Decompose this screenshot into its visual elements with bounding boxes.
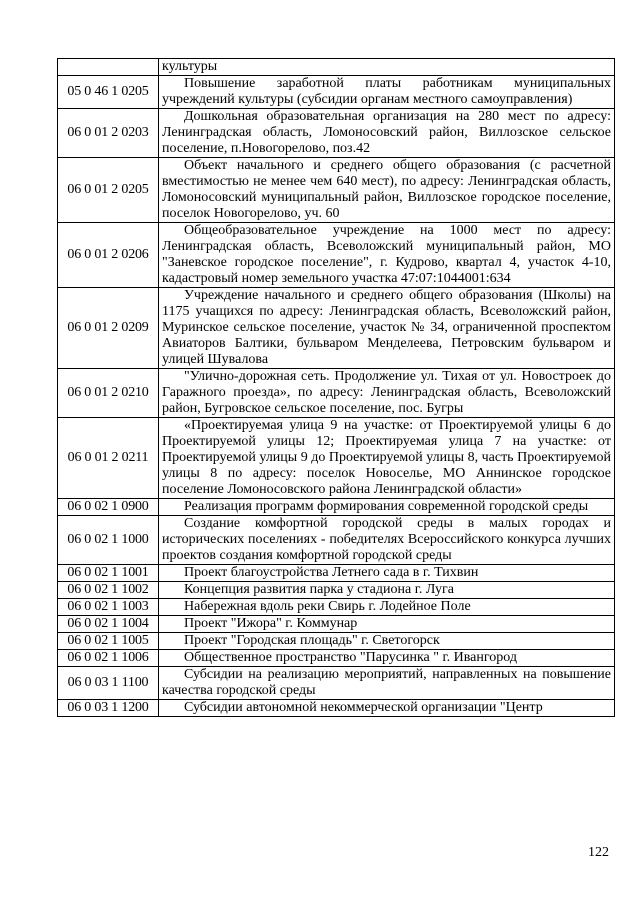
code-cell: 06 0 02 1 1001 bbox=[58, 565, 159, 582]
name-cell bbox=[159, 288, 615, 369]
budget-classification-table bbox=[57, 58, 615, 717]
code-cell: 06 0 02 1 1006 bbox=[58, 650, 159, 667]
code-cell: 06 0 03 1 1100 bbox=[58, 667, 159, 700]
name-text: «Проектируемая улица 9 на участке: от Проектируемой улицы 6 до Проектируемой улицы 12; Проектируемая улица 7 на участке: от Проектируемой улицы 9 до Проектируемой улицы 8, часть Проектируемой улицы 8 по адресу: поселок Новоселье, МО Аннинское городское поселение Ломоносовского района Ленинградской области» bbox=[162, 418, 611, 497]
name-text: Проект "Ижора" г. Коммунар bbox=[184, 616, 358, 631]
name-cell bbox=[159, 565, 615, 582]
name-cell bbox=[159, 223, 615, 288]
table-row bbox=[58, 109, 615, 158]
name-cell bbox=[159, 650, 615, 667]
name-cell bbox=[159, 633, 615, 650]
table-row bbox=[58, 369, 615, 418]
name-text: Проект благоустройства Летнего сада в г. Тихвин bbox=[184, 565, 479, 580]
table-row bbox=[58, 633, 615, 650]
code-cell: 06 0 01 2 0210 bbox=[58, 369, 159, 418]
name-text: Создание комфортной городской среды в малых городах и исторических поселениях - победителях Всероссийского конкурса лучших проектов создания комфортной городской среды bbox=[162, 516, 611, 563]
name-text: Общеобразовательное учреждение на 1000 мест по адресу: Ленинградская область, Всеволожский муниципальный район, МО "Заневское городское поселение", г. Кудрово, квартал 4, участок 4-10, кадастровый номер земельного участка 47:07:1044001:634 bbox=[162, 223, 611, 286]
name-cell bbox=[159, 599, 615, 616]
code-cell: 06 0 01 2 0206 bbox=[58, 223, 159, 288]
table-row bbox=[58, 667, 615, 700]
code-cell: 06 0 01 2 0211 bbox=[58, 418, 159, 499]
code-cell: 06 0 03 1 1200 bbox=[58, 700, 159, 717]
code-cell: 06 0 02 1 1004 bbox=[58, 616, 159, 633]
code-cell: 06 0 02 1 1000 bbox=[58, 516, 159, 565]
name-text: Объект начального и среднего общего образования (с расчетной вместимостью не менее чем 640 мест), по адресу: Ленинградская область, Ломоносовский муниципальный район, Виллозское городское поселение, поселок Новогорелово, уч. 60 bbox=[162, 158, 611, 221]
code-cell bbox=[58, 59, 159, 76]
page-number: 122 bbox=[588, 845, 609, 860]
table-row bbox=[58, 499, 615, 516]
table-row bbox=[58, 599, 615, 616]
name-cell bbox=[159, 158, 615, 223]
name-text: Учреждение начального и среднего общего образования (Школы) на 1175 учащихся по адресу: Ленинградская область, Всеволожский район, Муринское сельское поселение, участок № 34, ограниченной проспектом Авиаторов Балтики, бульваром Менделеева, Петровским бульваром и улицей Шувалова bbox=[162, 288, 611, 367]
code-cell: 06 0 02 1 1003 bbox=[58, 599, 159, 616]
name-cell bbox=[159, 582, 615, 599]
table-row bbox=[58, 76, 615, 109]
table-row bbox=[58, 616, 615, 633]
code-cell: 06 0 01 2 0205 bbox=[58, 158, 159, 223]
name-cell bbox=[159, 418, 615, 499]
name-text: Концепция развития парка у стадиона г. Луга bbox=[184, 582, 454, 597]
table-row bbox=[58, 650, 615, 667]
table-row bbox=[58, 223, 615, 288]
name-cell bbox=[159, 700, 615, 717]
code-cell: 05 0 46 1 0205 bbox=[58, 76, 159, 109]
table-row bbox=[58, 158, 615, 223]
name-cell bbox=[159, 109, 615, 158]
name-text: Общественное пространство "Парусинка " г. Ивангород bbox=[184, 650, 518, 665]
code-cell: 06 0 02 1 0900 bbox=[58, 499, 159, 516]
name-text: Дошкольная образовательная организация на 280 мест по адресу: Ленинградская область, Ломоносовский район, Виллозское сельское поселение, п.Новогорелово, поз.42 bbox=[162, 109, 611, 156]
name-cell bbox=[159, 499, 615, 516]
table-row bbox=[58, 59, 615, 76]
name-cell bbox=[159, 667, 615, 700]
name-cell bbox=[159, 616, 615, 633]
table-row bbox=[58, 582, 615, 599]
code-cell: 06 0 02 1 1005 bbox=[58, 633, 159, 650]
name-text: Повышение заработной платы работникам муниципальных учреждений культуры (субсидии органам местного самоуправления) bbox=[162, 76, 611, 107]
name-cell bbox=[159, 76, 615, 109]
name-cell bbox=[159, 516, 615, 565]
table-row bbox=[58, 516, 615, 565]
table-row bbox=[58, 700, 615, 717]
name-cell bbox=[159, 369, 615, 418]
code-cell: 06 0 01 2 0203 bbox=[58, 109, 159, 158]
table-row bbox=[58, 418, 615, 499]
name-text: Реализация программ формирования современной городской среды bbox=[184, 499, 589, 514]
name-text: Проект "Городская площадь" г. Светогорск bbox=[184, 633, 440, 648]
code-cell: 06 0 02 1 1002 bbox=[58, 582, 159, 599]
code-cell: 06 0 01 2 0209 bbox=[58, 288, 159, 369]
name-text: культуры bbox=[162, 59, 218, 74]
name-cell bbox=[159, 59, 615, 76]
name-text: "Улично-дорожная сеть. Продолжение ул. Тихая от ул. Новостроек до Гаражного проезда», по адресу: Ленинградская область, Всеволожский район, Бугровское сельское поселение, пос. Бугры bbox=[162, 369, 611, 416]
name-text: Субсидии автономной некоммерческой организации "Центр bbox=[184, 700, 543, 715]
name-text: Субсидии на реализацию мероприятий, направленных на повышение качества городской среды bbox=[162, 667, 611, 698]
table-row bbox=[58, 565, 615, 582]
name-text: Набережная вдоль реки Свирь г. Лодейное Поле bbox=[184, 599, 471, 614]
table-row bbox=[58, 288, 615, 369]
